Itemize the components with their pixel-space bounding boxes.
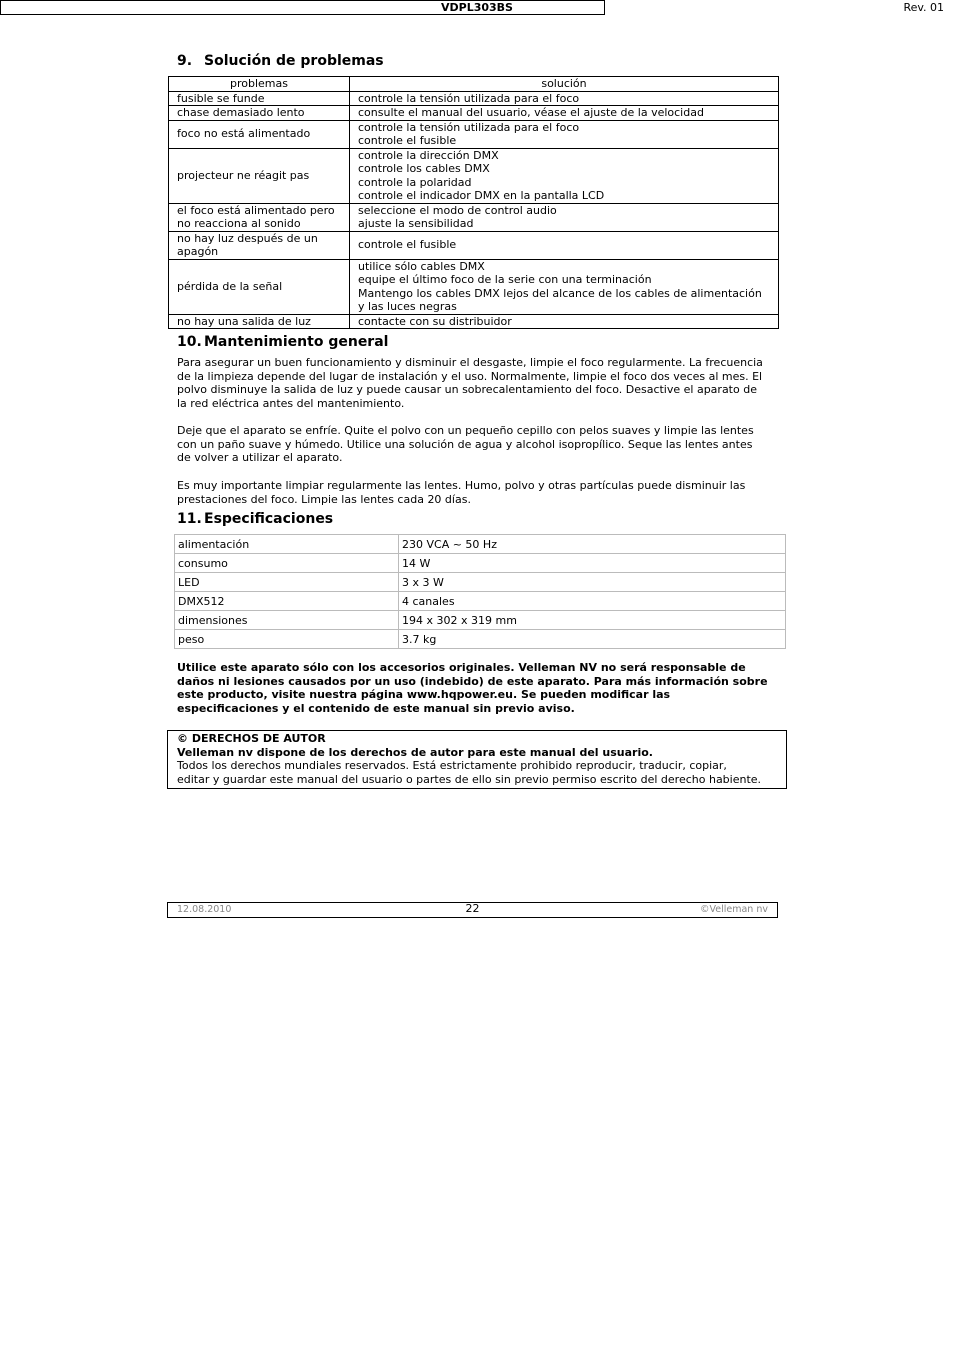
spec-key: DMX512 xyxy=(175,592,399,611)
solution-line: controle los cables DMX xyxy=(358,162,490,175)
text-line: con un paño suave y húmedo. Utilice una solución de agua y alcohol isopropílico. Seque las lentes antes xyxy=(177,437,753,451)
copyright-subtitle: Velleman nv dispone de los derechos de autor para este manual del usuario. xyxy=(177,745,653,759)
text-line: especificaciones y el contenido de este manual sin previo aviso. xyxy=(177,702,575,716)
problem-line: projecteur ne réagit pas xyxy=(177,168,310,182)
maintenance-paragraph-3 xyxy=(177,479,779,506)
column-header-solution: solución xyxy=(350,77,779,92)
table-row xyxy=(175,630,786,649)
table-row xyxy=(175,535,786,554)
table-row xyxy=(175,592,786,611)
section-9-number: 9. xyxy=(177,53,193,69)
problem-line: foco no está alimentado xyxy=(177,127,311,141)
text-line: Deje que el aparato se enfríe. Quite el polvo con un pequeño cepillo con pelos suaves y limpie las lentes xyxy=(177,424,754,437)
table-row xyxy=(169,259,779,314)
problem-cell xyxy=(169,314,350,329)
spec-key: consumo xyxy=(175,554,399,573)
solution-line: controle la dirección DMX xyxy=(358,148,499,162)
text-line: daños ni lesiones causados por un uso (indebido) de este aparato. Para más información sobre xyxy=(177,674,768,688)
footer-bar xyxy=(167,902,778,918)
solution-cell xyxy=(350,203,779,231)
problem-cell xyxy=(169,259,350,314)
spec-value: 3.7 kg xyxy=(399,630,786,649)
table-row xyxy=(175,611,786,630)
copyright-body xyxy=(177,759,777,786)
solution-line: controle la tensión utilizada para el foco xyxy=(358,120,580,134)
section-10-title: Mantenimiento general xyxy=(204,334,389,350)
table-row xyxy=(169,148,779,203)
page-number: 22 xyxy=(465,902,480,915)
solution-cell xyxy=(350,120,779,148)
solution-line: y las luces negras xyxy=(358,300,457,313)
text-line: Utilice este aparato sólo con los accesorios originales. Velleman NV no será responsable de xyxy=(177,661,746,674)
column-header-problems: problemas xyxy=(169,77,350,92)
solution-line: controle el fusible xyxy=(358,134,457,147)
section-9-heading xyxy=(177,53,384,69)
problem-line: apagón xyxy=(177,245,219,258)
header-bar xyxy=(0,0,944,15)
table-row xyxy=(169,91,779,106)
spec-value: 194 x 302 x 319 mm xyxy=(399,611,786,630)
solution-cell xyxy=(350,91,779,106)
solution-cell xyxy=(350,106,779,121)
text-line: Para asegurar un buen funcionamiento y disminuir el desgaste, limpie el foco regularmente. La frecuencia xyxy=(177,356,763,369)
disclaimer-text xyxy=(177,661,781,716)
footer-date: 12.08.2010 xyxy=(177,904,232,915)
maintenance-paragraph-2 xyxy=(177,424,779,465)
spec-value: 230 VCA ~ 50 Hz xyxy=(399,535,786,554)
solution-line: utilice sólo cables DMX xyxy=(358,259,485,273)
problem-line: no hay luz después de un xyxy=(177,231,318,245)
text-line: editar y guardar este manual del usuario o partes de ello sin previo permiso escrito del derecho habiente. xyxy=(177,773,762,787)
problem-line: fusible se funde xyxy=(177,91,265,105)
table-row xyxy=(175,573,786,592)
spec-key: dimensiones xyxy=(175,611,399,630)
solution-line: seleccione el modo de control audio xyxy=(358,203,557,217)
section-11-heading xyxy=(177,511,333,527)
revision: Rev. 01 xyxy=(903,1,944,14)
table-row xyxy=(169,106,779,121)
solution-line: ajuste la sensibilidad xyxy=(358,217,474,230)
section-9-title: Solución de problemas xyxy=(204,53,384,69)
text-line: de volver a utilizar el aparato. xyxy=(177,451,343,464)
table-row xyxy=(169,203,779,231)
solution-cell xyxy=(350,231,779,259)
model-number: VDPL303BS xyxy=(441,1,513,14)
spec-key: alimentación xyxy=(175,535,399,554)
text-line: Es muy importante limpiar regularmente las lentes. Humo, polvo y otras partículas puede disminuir las xyxy=(177,479,746,492)
text-line: Todos los derechos mundiales reservados. Está estrictamente prohibido reproducir, traducir, copiar, xyxy=(177,759,727,773)
spec-value: 14 W xyxy=(399,554,786,573)
text-line: prestaciones del foco. Limpie las lentes cada 20 días. xyxy=(177,492,471,506)
spec-value: 4 canales xyxy=(399,592,786,611)
solution-line: consulte el manual del usuario, véase el ajuste de la velocidad xyxy=(358,106,704,119)
problem-cell xyxy=(169,148,350,203)
solution-line: contacte con su distribuidor xyxy=(358,314,512,328)
footer-copyright: ©Velleman nv xyxy=(700,904,768,915)
solution-line: controle la tensión utilizada para el foco xyxy=(358,91,580,105)
problem-line: chase demasiado lento xyxy=(177,106,305,119)
solution-line: equipe el último foco de la serie con una terminación xyxy=(358,273,652,286)
section-10-number: 10. xyxy=(177,334,202,350)
spec-value: 3 x 3 W xyxy=(399,573,786,592)
text-line: este producto, visite nuestra página www.hqpower.eu. Se pueden modificar las xyxy=(177,688,671,702)
table-row xyxy=(175,554,786,573)
problem-line: pérdida de la señal xyxy=(177,279,283,293)
section-11-title: Especificaciones xyxy=(204,511,334,527)
problem-cell xyxy=(169,106,350,121)
section-10-heading xyxy=(177,334,388,350)
problem-cell xyxy=(169,91,350,106)
table-row xyxy=(169,314,779,329)
table-row xyxy=(169,231,779,259)
table-row xyxy=(169,120,779,148)
specifications-table xyxy=(174,534,786,649)
troubleshooting-table xyxy=(168,76,779,329)
text-line: polvo disminuye la salida de luz y puede causar un sobrecalentamiento del foco. Desactive el aparato de xyxy=(177,383,757,396)
solution-line: controle la polaridad xyxy=(358,175,472,189)
solution-line: controle el fusible xyxy=(358,238,457,252)
text-line: de la limpieza depende del lugar de instalación y el uso. Normalmente, limpie el foco dos veces al mes. El xyxy=(177,369,763,383)
solution-cell xyxy=(350,148,779,203)
copyright-title: © DERECHOS DE AUTOR xyxy=(177,732,326,745)
problem-line: el foco está alimentado pero xyxy=(177,203,335,217)
problem-cell xyxy=(169,120,350,148)
problem-cell xyxy=(169,231,350,259)
spec-key: peso xyxy=(175,630,399,649)
solution-line: Mantengo los cables DMX lejos del alcance de los cables de alimentación xyxy=(358,286,762,300)
solution-line: controle el indicador DMX en la pantalla LCD xyxy=(358,189,605,202)
problem-cell xyxy=(169,203,350,231)
problem-line: no reacciona al sonido xyxy=(177,217,301,230)
problem-line: no hay una salida de luz xyxy=(177,314,311,328)
text-line: la red eléctrica antes del mantenimiento. xyxy=(177,396,405,410)
copyright-box xyxy=(167,730,787,789)
maintenance-paragraph-1 xyxy=(177,356,779,410)
solution-cell xyxy=(350,259,779,314)
section-11-number: 11. xyxy=(177,511,202,527)
spec-key: LED xyxy=(175,573,399,592)
solution-cell xyxy=(350,314,779,329)
